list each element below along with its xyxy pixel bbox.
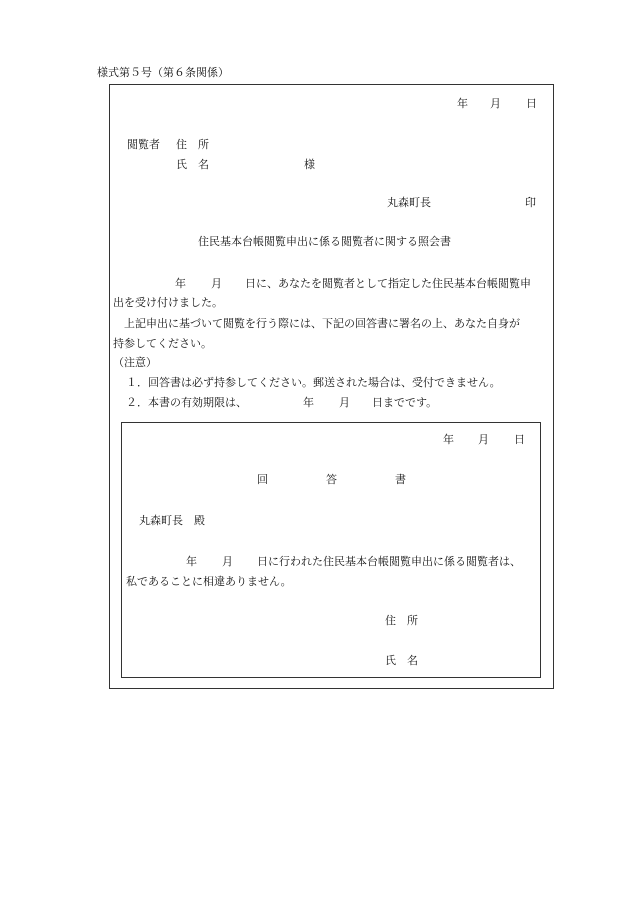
honorific: 様 bbox=[304, 158, 315, 171]
notice-body-line3: 上記申出に基づいて閲覧を行う際には、下記の回答書に署名の上、あなた自身が bbox=[124, 317, 520, 330]
notice-body-line2: 出を受け付けました。 bbox=[113, 296, 223, 309]
viewer-name-label: 氏 名 bbox=[176, 158, 209, 171]
notice-date-year: 年 bbox=[457, 97, 468, 110]
reply-frame bbox=[121, 422, 541, 678]
form-number: 様式第５号（第６条関係） bbox=[97, 66, 229, 79]
viewer-label: 閲覧者 bbox=[127, 138, 160, 151]
reply-title-char-2: 答 bbox=[326, 473, 337, 486]
reply-title-char-1: 回 bbox=[257, 473, 268, 486]
reply-addressee: 丸森町長 殿 bbox=[139, 514, 205, 527]
reply-date-year: 年 bbox=[443, 433, 454, 446]
notice-body-line4: 持参してください。 bbox=[113, 337, 212, 350]
notice-body-line1: 日に、あなたを閲覧者として指定した住民基本台帳閲覧申 bbox=[245, 277, 531, 290]
reply-body-month: 月 bbox=[222, 555, 233, 568]
reply-date-day: 日 bbox=[514, 433, 525, 446]
reply-address-label: 住 所 bbox=[385, 614, 418, 627]
notice-body-year: 年 bbox=[175, 277, 186, 290]
reply-body-line2: 私であることに相違ありません。 bbox=[126, 575, 292, 588]
issuer: 丸森町長 bbox=[387, 196, 431, 209]
notice-body-month: 月 bbox=[211, 277, 222, 290]
reply-date-month: 月 bbox=[478, 433, 489, 446]
reply-body-year: 年 bbox=[186, 555, 197, 568]
notice-title: 住民基本台帳閲覧申出に係る閲覧者に関する照会書 bbox=[198, 235, 451, 248]
reply-title-char-3: 書 bbox=[395, 473, 406, 486]
seal-mark: 印 bbox=[525, 196, 536, 209]
note-2-year: 年 bbox=[303, 396, 314, 409]
note-1: １．回答書は必ず持参してください。郵送された場合は、受付できません。 bbox=[126, 376, 501, 389]
reply-name-label: 氏 名 bbox=[385, 654, 418, 667]
reply-body-line1: 日に行われた住民基本台帳閲覧申出に係る閲覧者は、 bbox=[257, 555, 521, 568]
notice-date-day: 日 bbox=[526, 97, 537, 110]
viewer-address-label: 住 所 bbox=[176, 138, 209, 151]
note-2-rest: 日までです。 bbox=[372, 396, 438, 409]
note-2-prefix: ２．本書の有効期限は、 bbox=[126, 396, 247, 409]
notes-heading: （注意） bbox=[113, 356, 157, 369]
notice-date-month: 月 bbox=[490, 97, 501, 110]
note-2-month: 月 bbox=[339, 396, 350, 409]
